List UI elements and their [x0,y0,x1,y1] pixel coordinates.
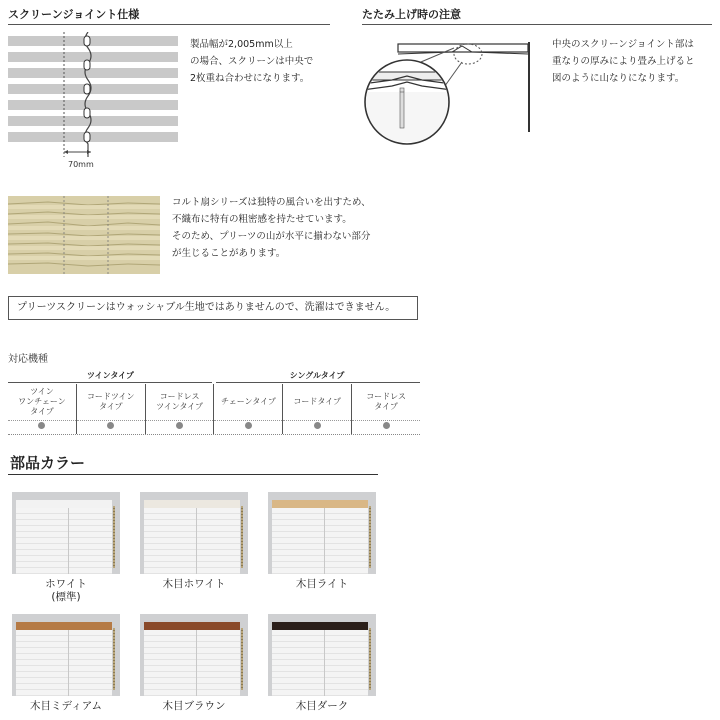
pull-cord [369,628,371,690]
supported-dot-icon [245,422,252,429]
models-table [8,384,420,434]
color-caption-wood-light: 木目ライト [295,578,349,590]
screen-body [272,508,368,574]
parts-rule [8,474,378,475]
screen-body [16,630,112,696]
joint-spec-line: 2枚重ね合わせになります。 [190,73,310,84]
model-twin-one-chain: ツイン ワンチェーン タイプ [8,384,76,420]
color-swatch-wood-medium [12,614,120,696]
pull-cord [113,506,115,568]
parts-title: 部品カラー [10,454,86,472]
group-rule-single [216,382,420,383]
color-swatch-white [12,492,120,574]
supported-dot-icon [314,422,321,429]
joint-spec-line: 製品幅が2,005mm以上 [190,39,293,50]
supported-dot-icon [176,422,183,429]
screen-slats [8,36,178,142]
group-twin-label: ツインタイプ [87,371,134,380]
screen-body [272,630,368,696]
fold-caution-line: 図のように山なりになります。 [552,73,685,84]
model-chain: チェーンタイプ [214,384,283,420]
color-caption-wood-medium: 木目ミディアム [30,700,102,712]
group-rule-twin [8,382,212,383]
pull-cord [369,506,371,568]
washing-notice: プリーツスクリーンはウォッシャブル生地ではありませんので、洗濯はできません。 [8,296,418,320]
pull-cord [241,628,243,690]
model-dot-cell [145,420,214,434]
models-bottom-rule [8,434,420,435]
joint-diagram [8,32,180,172]
model-dot-cell [76,420,145,434]
fold-diagram [362,32,542,152]
fold-caution-line: 重なりの厚みにより畳み上げると [552,56,695,67]
model-dot-cell [214,420,283,434]
model-cord-twin: コードツイン タイプ [76,384,145,420]
group-single-label: シングルタイプ [289,371,345,380]
model-dot-cell [8,420,76,434]
supported-dot-icon [107,422,114,429]
headrail [144,622,240,630]
model-cordless-twin: コードレス ツインタイプ [145,384,214,420]
color-swatch-wood-light [268,492,376,574]
joint-spec-text [190,36,330,87]
fabric-text [172,194,412,262]
color-caption-white: ホワイト (標準) [45,578,87,603]
supported-dot-icon [383,422,390,429]
pleat-fabric-image [8,196,160,274]
model-cordless: コードレス タイプ [366,391,406,411]
model-dot-cell [283,420,352,434]
color-caption-wood-white: 木目ホワイト [162,578,226,590]
screen-body [144,630,240,696]
headrail [272,622,368,630]
color-caption-wood-dark: 木目ダーク [295,700,349,712]
joint-spec-rule [8,24,330,25]
pull-cord [113,628,115,690]
color-caption-wood-brown: 木目ブラウン [162,700,226,712]
model-cord: コードタイプ [283,384,352,420]
color-swatch-wood-dark [268,614,376,696]
joint-width-label: 70mm [68,160,94,169]
fold-caution-title: たたみ上げ時の注意 [362,8,461,21]
joint-spec-title: スクリーンジョイント仕様 [8,8,140,21]
color-swatch-wood-brown [140,614,248,696]
screen-body [16,508,112,574]
models-title: 対応機種 [8,354,48,365]
fabric-line: 不織布に特有の粗密感を持たせています。 [172,214,352,225]
pull-cord [241,506,243,568]
headrail [16,622,112,630]
fold-caution-line: 中央のスクリーンジョイント部は [552,39,694,50]
fabric-line: そのため、プリーツの山が水平に揃わない部分 [172,231,371,242]
supported-dot-icon [38,422,45,429]
headrail [272,500,368,508]
joint-spec-line: の場合、スクリーンは中央で [190,56,314,67]
color-swatch-wood-white [140,492,248,574]
screen-body [144,508,240,574]
fabric-line: コルト扇シリーズは独特の風合いを出すため、 [172,197,371,208]
model-dot-cell [352,420,420,434]
fabric-line: が生じることがあります。 [172,248,286,259]
fold-caution-text [552,36,717,87]
fold-caution-rule [362,24,712,25]
